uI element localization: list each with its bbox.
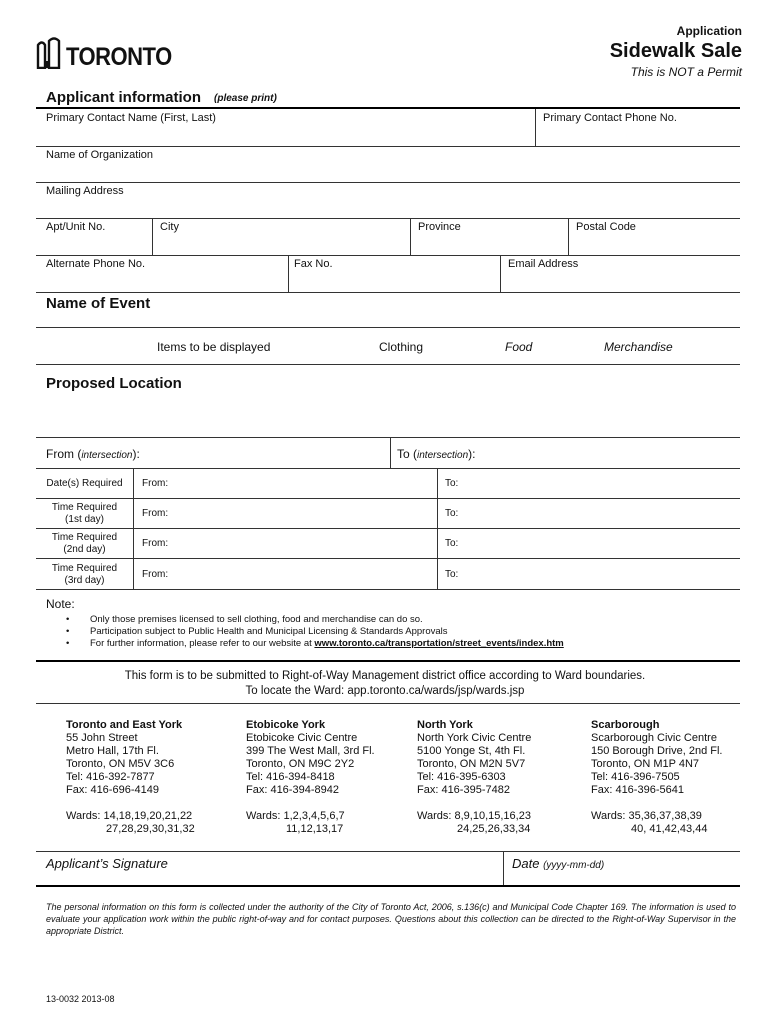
district-office [417,719,531,836]
office-name: Etobicoke York [246,719,326,731]
divider [36,437,740,438]
schedule-row-label [36,502,133,526]
office-line2: Metro Hall, 17th Fl. [66,745,159,757]
item-food-option[interactable]: Food [505,340,533,354]
field-separator [500,255,501,292]
row-label-text: Date(s) Required [46,478,123,489]
to-label: To ( [397,447,418,461]
divider [36,292,740,293]
note-heading: Note: [46,597,75,611]
form-number: 13-0032 2013-08 [46,994,115,1004]
office-name: Scarborough [591,719,660,731]
from-label: From ( [46,447,82,461]
column-separator [437,468,438,590]
row-label-day: (2nd day) [63,544,106,555]
office-name: North York [417,719,473,731]
page-title: Sidewalk Sale [609,40,742,62]
to-intersection-field[interactable] [397,447,476,461]
divider [36,468,740,469]
alternate-phone-field[interactable]: Alternate Phone No. [46,258,146,270]
divider [36,558,740,559]
spacer [417,797,531,810]
organization-field[interactable]: Name of Organization [46,149,153,161]
please-print-note: (please print) [214,93,277,104]
city-hall-icon [36,37,62,69]
row-label-text: Time Required [51,502,118,513]
office-wards-cont: 40, 41,42,43,44 [631,823,708,835]
field-separator [568,218,569,255]
from-italic: intersection [81,450,133,461]
schedule-from-field[interactable]: From: [142,569,169,580]
office-line3: Toronto, ON M9C 2Y2 [246,758,355,770]
note-item: • For further information, please refer to our website at www.toronto.ca/transportation/street_events/index.htm [66,638,564,649]
office-tel: Tel: 416-392-7877 [66,771,155,783]
field-separator [503,851,504,885]
row-label-text: Time Required [51,532,118,543]
divider [36,146,740,147]
applicant-signature-field[interactable]: Applicant’s Signature [46,856,168,871]
applicant-heading: Applicant information [46,89,201,106]
item-merchandise-option[interactable]: Merchandise [604,340,673,354]
divider [36,528,740,529]
primary-contact-phone-field[interactable]: Primary Contact Phone No. [543,112,677,124]
office-line3: Toronto, ON M2N 5V7 [417,758,526,770]
district-office [591,719,722,836]
divider [36,364,740,365]
date-label: Date [512,856,540,871]
office-tel: Tel: 416-394-8418 [246,771,335,783]
office-line1: Etobicoke Civic Centre [246,732,358,744]
schedule-to-field[interactable]: To: [445,508,459,519]
item-clothing-option[interactable]: Clothing [379,340,424,354]
office-line1: Scarborough Civic Centre [591,732,717,744]
note-item: • Only those premises licensed to sell clothing, food and merchandise can do so. [66,614,423,625]
district-office [246,719,375,836]
office-tel: Tel: 416-396-7505 [591,771,680,783]
privacy-notice: The personal information on this form is collected under the authority of the City of Toronto Act, 2006, s.136(c) and Municipal Code Chapter 169. The information is used to evaluate your application work within the public right-of-way and for contact purposes. Questions about this collection can be directed to the Right-of-Way Supervisor in the appropriate District. [46,902,736,936]
page-subtitle: This is NOT a Permit [630,65,742,79]
note-item: • Participation subject to Public Health and Municipal Licensing & Standards Approvals [66,626,448,637]
office-wards-cont: 24,25,26,33,34 [457,823,531,835]
date-field[interactable] [512,856,604,871]
field-separator [288,255,289,292]
divider [36,498,740,499]
district-office [66,719,195,836]
spacer [66,797,195,810]
divider [36,885,740,887]
divider [36,255,740,256]
schedule-from-field[interactable]: From: [142,478,169,489]
note-list [66,614,564,650]
column-separator [133,468,134,590]
office-line1: North York Civic Centre [417,732,532,744]
province-field[interactable]: Province [418,221,461,233]
office-line3: Toronto, ON M1P 4N7 [591,758,700,770]
divider [36,107,740,109]
postal-code-field[interactable]: Postal Code [576,221,636,233]
event-name-field[interactable]: Name of Event [46,295,151,312]
to-end: ): [468,447,476,461]
from-intersection-field[interactable] [46,447,140,461]
office-wards-cont: 27,28,29,30,31,32 [106,823,195,835]
office-wards: Wards: 14,18,19,20,21,22 [66,810,193,822]
field-separator [390,437,391,468]
row-label-text: Time Required [51,563,118,574]
schedule-row-label [36,532,133,556]
divider [36,182,740,183]
field-separator [152,218,153,255]
schedule-row-label [36,563,133,587]
ward-locator: To locate the Ward: app.toronto.ca/wards/jsp/wards.jsp [245,685,525,697]
schedule-from-field[interactable]: From: [142,538,169,549]
row-label-day: (1st day) [65,514,104,525]
office-wards: Wards: 1,2,3,4,5,6,7 [246,810,345,822]
date-format: (yyyy-mm-dd) [543,860,605,871]
logo-wordmark: TORONTO [66,42,172,71]
office-line3: Toronto, ON M5V 3C6 [66,758,175,770]
spacer [246,797,375,810]
apt-unit-field[interactable]: Apt/Unit No. [46,221,106,233]
email-field[interactable]: Email Address [508,258,579,270]
divider [36,218,740,219]
office-name: Toronto and East York [66,719,183,731]
from-end: ): [132,447,140,461]
to-italic: intersection [417,450,469,461]
schedule-to-field[interactable]: To: [445,478,459,489]
schedule-to-field[interactable]: To: [445,569,459,580]
row-label-day: (3rd day) [64,575,105,586]
office-wards-cont: 11,12,13,17 [286,823,344,835]
office-fax: Fax: 416-394-8942 [246,784,339,796]
schedule-from-field[interactable]: From: [142,508,169,519]
divider [36,851,740,852]
office-wards: Wards: 35,36,37,38,39 [591,810,702,822]
office-line2: 5100 Yonge St, 4th Fl. [417,745,526,757]
primary-contact-name-field[interactable]: Primary Contact Name (First, Last) [46,112,216,124]
office-wards: Wards: 8,9,10,15,16,23 [417,810,531,822]
street-events-link[interactable]: www.toronto.ca/transportation/street_events/index.htm [314,638,564,649]
divider [36,589,740,590]
mailing-address-field[interactable]: Mailing Address [46,185,124,197]
divider [36,703,740,704]
items-displayed-label: Items to be displayed [157,340,271,354]
office-line2: 150 Borough Drive, 2nd Fl. [591,745,723,757]
office-tel: Tel: 416-395-6303 [417,771,506,783]
fax-field[interactable]: Fax No. [294,258,333,270]
submission-instructions: This form is to be submitted to Right-of-Way Management district office according to Ward boundaries. [124,670,646,682]
office-fax: Fax: 416-395-7482 [417,784,510,796]
spacer [591,797,722,810]
field-separator [535,109,536,146]
office-fax: Fax: 416-396-5641 [591,784,684,796]
schedule-to-field[interactable]: To: [445,538,459,549]
toronto-logo [36,36,172,72]
office-line2: 399 The West Mall, 3rd Fl. [246,745,375,757]
schedule-row-label [36,478,133,490]
form-kind: Application [676,24,742,38]
divider [36,327,740,328]
office-fax: Fax: 416-696-4149 [66,784,159,796]
proposed-location-field[interactable]: Proposed Location [46,375,182,392]
city-field[interactable]: City [160,221,179,233]
field-separator [410,218,411,255]
divider [36,660,740,662]
office-line1: 55 John Street [66,732,138,744]
